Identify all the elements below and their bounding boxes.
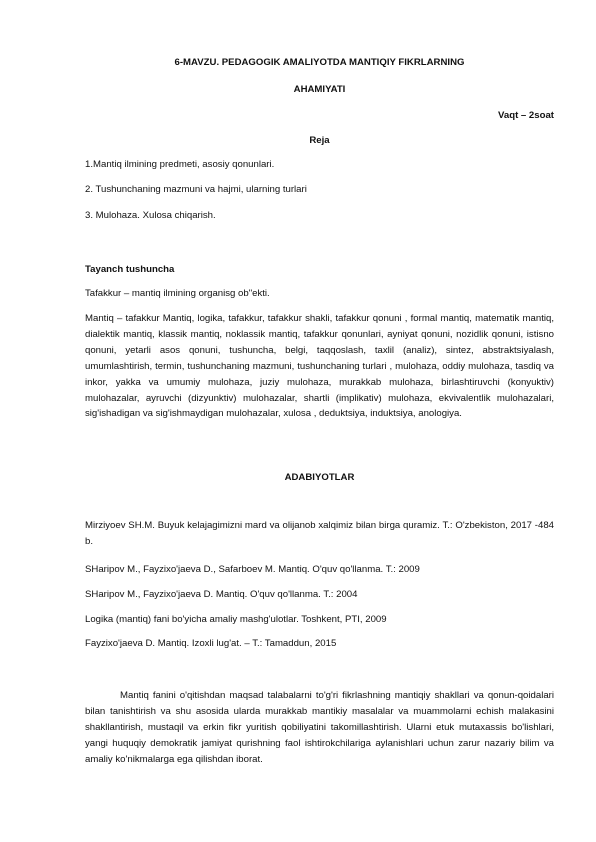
body-paragraph: Mantiq fanini o'qitishdan maqsad talabalarni to'g'ri fikrlashning mantiqiy shakllari va qonun-qoidalari bilan tanishtirish va shu asosida ularda murakkab mantikiy masalalar va muammolarni echish malakasini shakllantirish, mustaqil va erkin fikr yuritish qobiliyatini takomillashtirish. Ularni etuk mutaxassis bo'lishlari, yangi huquqiy demokratik jamiyat qurishning faol ishtirokchilariga aylanishlari uchun zarur nazariy bilim va amaliy ko'nikmalarga ega qilishdan iborat. — [85, 690, 554, 765]
document-title-line2: AHAMIYATI — [293, 84, 346, 95]
reference-item-3: SHaripov M., Fayzixo'jaeva D. Mantiq. O'quv qo'llanma. T.: 2004 — [85, 589, 358, 600]
document-title-line1: 6-MAVZU. PEDAGOGIK AMALIYOTDA MANTIQIY FIKRLARNING — [174, 57, 465, 68]
keywords-definition: Tafakkur – mantiq ilmining organisg ob"ekti. — [85, 288, 270, 299]
reference-item-4: Logika (mantiq) fani bo'yicha amaliy mashg'ulotlar. Toshkent, PTI, 2009 — [85, 614, 387, 625]
lesson-duration: Vaqt – 2soat — [498, 110, 554, 121]
plan-item-2: 2. Tushunchaning mazmuni va hajmi, ularning turlari — [85, 184, 307, 195]
reference-item-5: Fayzixo'jaeva D. Mantiq. Izoxli lug'at. – T.: Tamaddun, 2015 — [85, 638, 337, 649]
plan-heading: Reja — [309, 135, 330, 146]
keywords-list: Mantiq – tafakkur Mantiq, logika, tafakkur, tafakkur shakli, tafakkur qonuni , formal mantiq, matematik mantiq, dialektik mantiq, klassik mantiq, noklassik mantiq, tafakkur qonunlari, ayniyat qonuni, nozidlik qonuni, istisno qonuni, yetarli asos qonuni, tushuncha, belgi, taqqoslash, taxlil (analiz), sintez, abstraktsiyalash, umumlashtirish, termin, tushunchaning mazmuni, tushunchaning turlari , mulohaza, oddiy mulohaza, tasdiq va inkor, yakka va umumiy mulohaza, juziy mulohaza, murakkab mulohaza, birlashtiruvchi (konyuktiv) mulohazalar, ayruvchi (dizyunktiv) mulohazalar, shartli (implikativ) mulohaza, ekvivalentlik mulohazalari, sig'ishadigan va sig'ishmaydigan mulohazalar, xulosa , deduktsiya, induktsiya, anologiya. — [85, 313, 554, 420]
reference-item-1: Mirziyoev SH.M. Buyuk kelajagimizni mard va olijanob xalqimiz bilan birga quramiz. T.: O'zbekiston, 2017 -484 b. — [85, 520, 554, 547]
plan-item-1: 1.Mantiq ilmining predmeti, asosiy qonunlari. — [85, 159, 275, 170]
reference-item-2: SHaripov M., Fayzixo'jaeva D., Safarboev M. Mantiq. O'quv qo'llanma. T.: 2009 — [85, 564, 420, 575]
keywords-heading: Tayanch tushuncha — [85, 264, 175, 275]
references-heading: ADABIYOTLAR — [284, 472, 355, 483]
plan-item-3: 3. Mulohaza. Xulosa chiqarish. — [85, 210, 216, 221]
